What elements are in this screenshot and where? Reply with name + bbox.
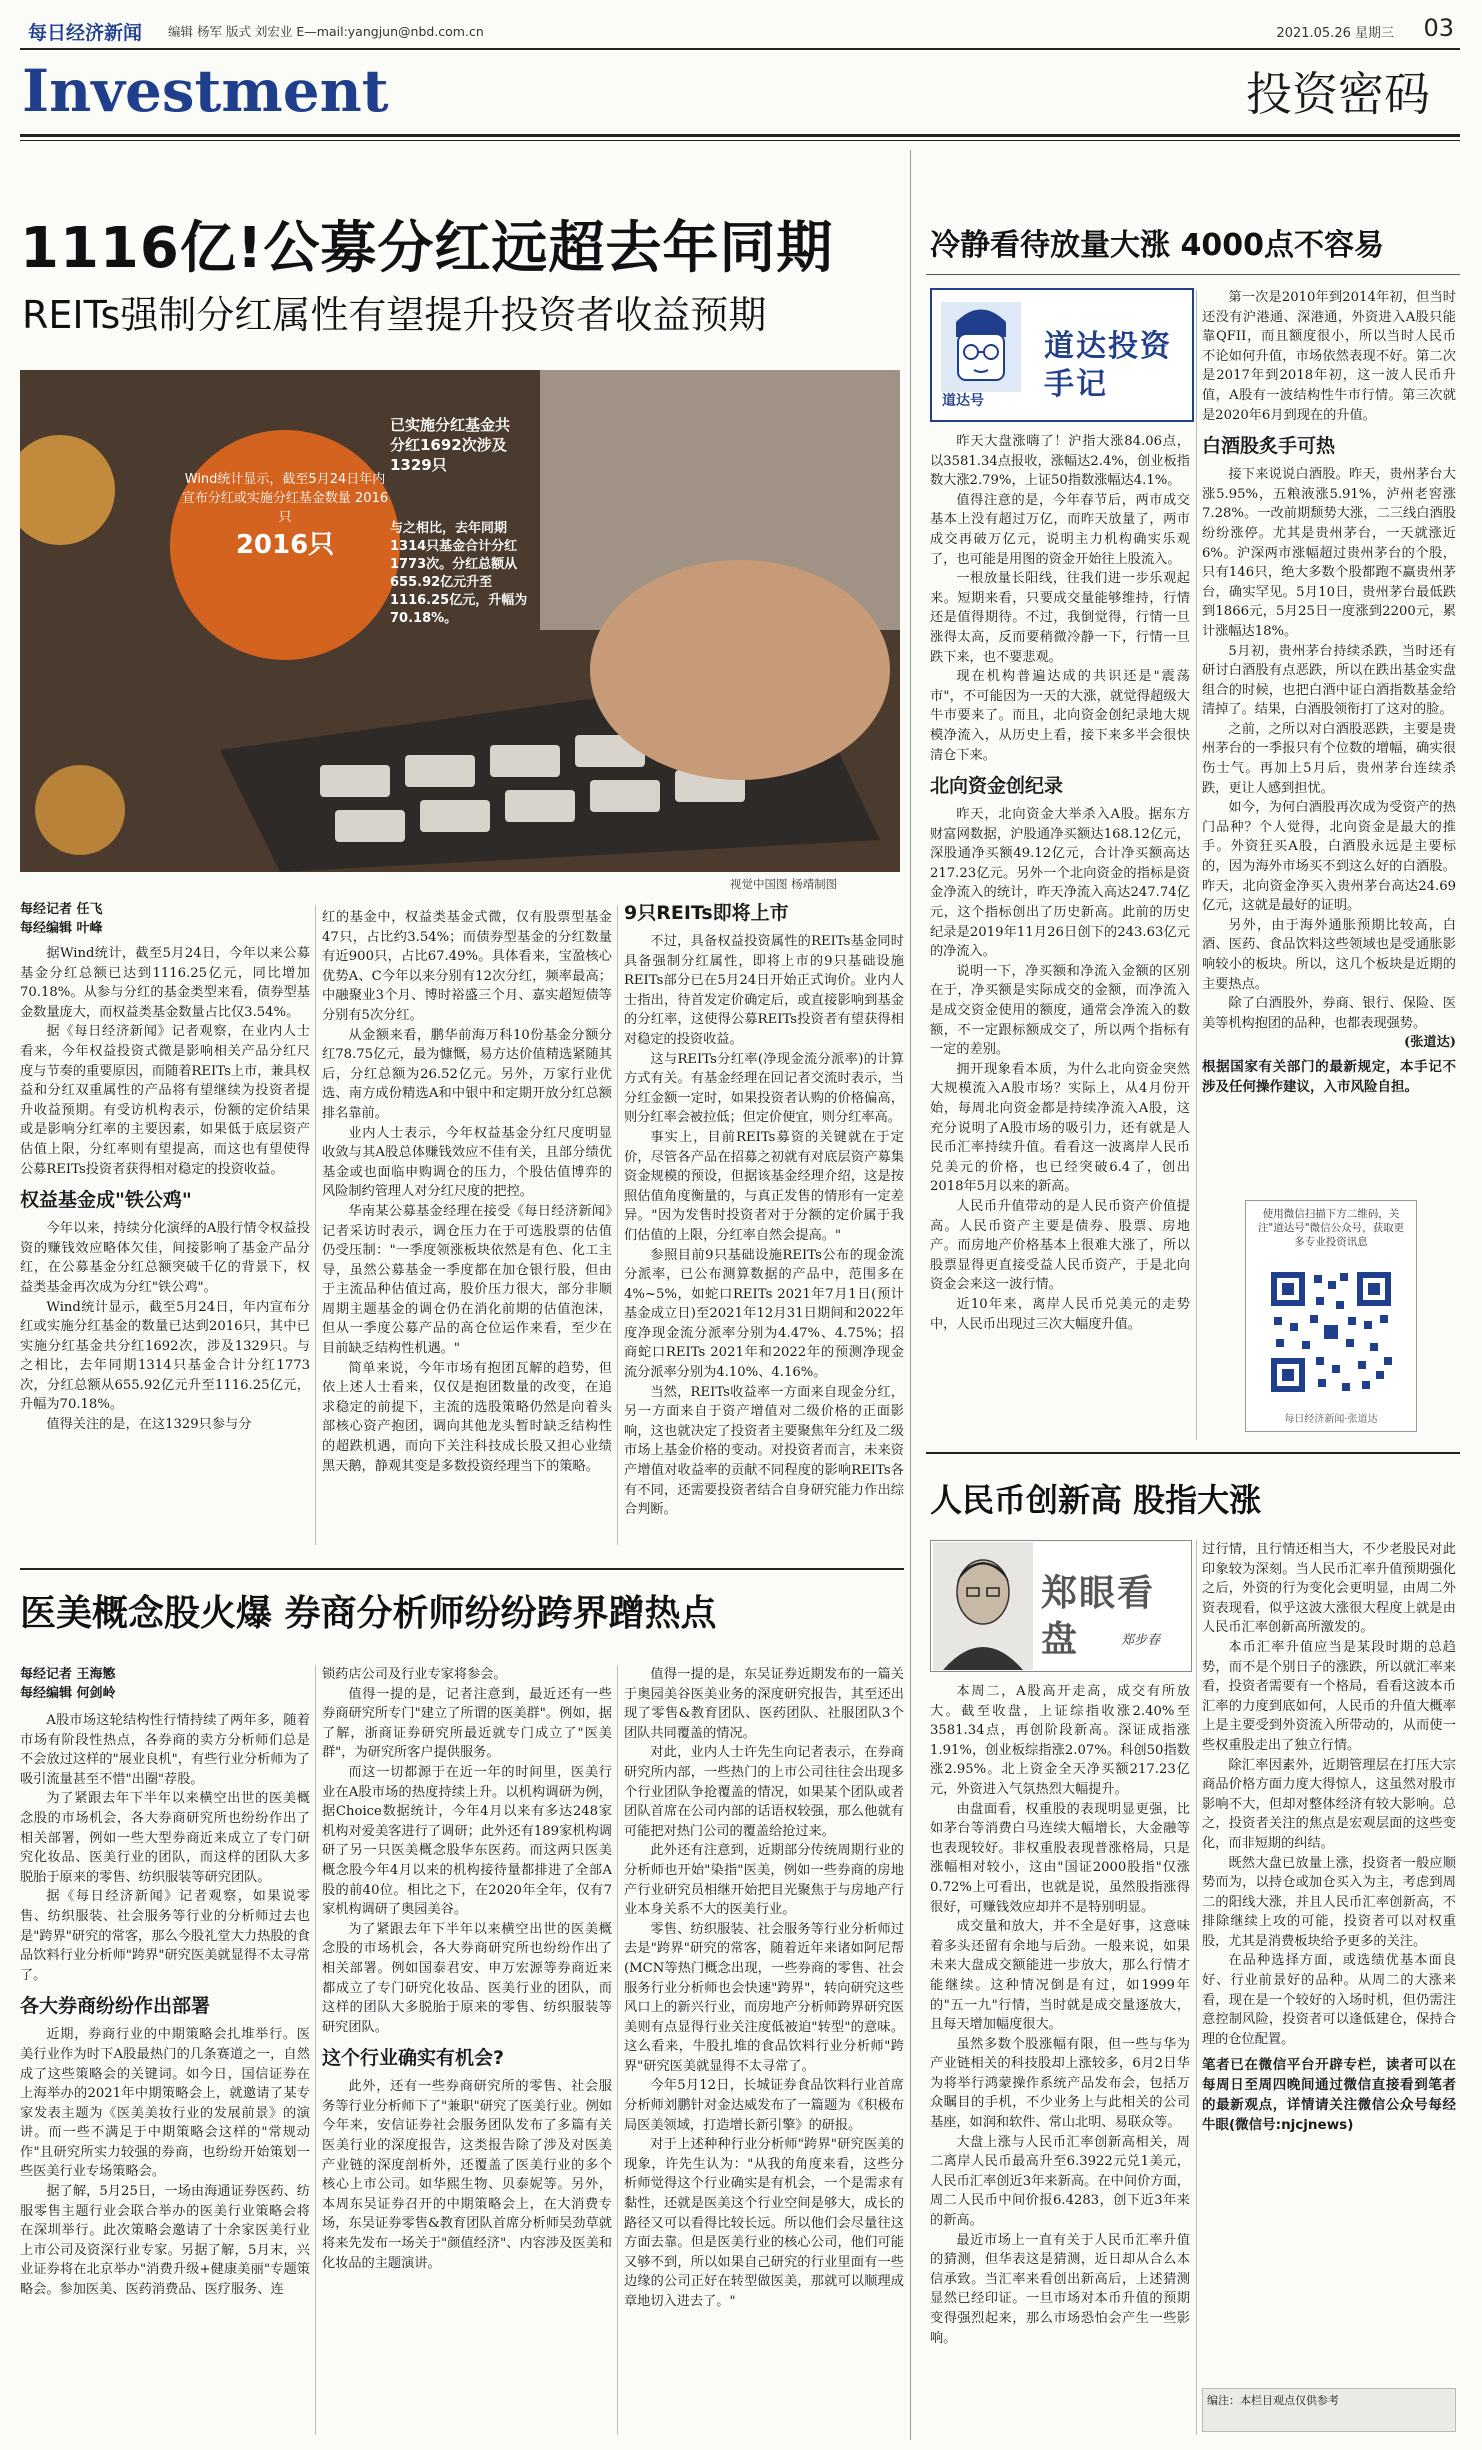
paragraph: 据Wind统计，截至5月24日，今年以来公募基金分红总额已达到1116.25亿元，同比增加70.18%。从参与分红的基金类型来看，债券型基金数量庞大，而权益类基金数量占比仅3.54%。 <box>20 946 310 1020</box>
bl-col-3 <box>624 1665 904 2440</box>
paragraph: 此外还有注意到，近期部分传统周期行业的分析师也开始"染指"医美，例如一些券商的房地产行业研究员相继开始把目光聚焦于与房地产行业本身关系不大的医美行业。 <box>624 1843 904 1918</box>
paragraph: 现在机构普遍达成的共识还是"震荡市"，不可能因为一天的大涨，就觉得超级大牛市要来了。而且，北向资金创纪录地大规模净流入，从历史上看，接下来多半会很快清仓下来。 <box>930 669 1190 763</box>
bl-editor: 每经编辑 何剑岭 <box>20 1686 116 1701</box>
paragraph: 红的基金中，权益类基金式微，仅有股票型基金47只，占比约3.54%；而债券型基金的分红数量有近900只，占比67.49%。具体看来，宝盈核心优势A、C今年以来分别有12次分红，频率最高；中融聚业3个月、博时裕盛三个月、嘉实超短债等分别有5次分红。 <box>322 910 612 1023</box>
paragraph: 据《每日经济新闻》记者观察，如果说零售、纺织服装、社会服务等行业的分析师过去也是"跨界"研究的常客，那么今股礼堂大力热股的食品饮料行业分析师"跨界"研究医美就显得不太寻常了。 <box>20 1889 310 1983</box>
bl-col-rule-1 <box>315 1665 316 2435</box>
qr-box <box>1245 1200 1417 1432</box>
paragraph: 而这一切都源于在近一年的时间里，医美行业在A股市场的热度持续上升。以机构调研为例，据Choice数据统计，今年4月以来有多达248家机构对爱美客进行了调研；此外还有189家机构调研了另一只医美概念股华东医药。而这两只医美概念股今年4月以来的机构接待量都排进了全部A股的前40位。相比之下，在2020年全年，仅有7家机构调研了奥园美谷。 <box>322 1764 612 1918</box>
paragraph: 成交量和放大，并不全是好事，这意味着多头还留有余地与后劲。一般来说，如果未来大盘成交额能进一步放大，那么行情才能继续。这种情况倒是有过，如1999年的"五一九"行情，当时就是成交量逐放大，且每天增加幅度很大。 <box>930 1919 1190 2033</box>
paragraph: 零售、纺织服装、社会服务等行业分析师过去是"跨界"研究的常客，随着近年来诸如阿尼帮(MCN等热门概念出现，一些券商的零售、社会服务行业分析师也会快速"跨界"，转向研究这些风口上的新兴行业，而房地产分析师跨界研究医美则有点显得行业关注度低被迫"转型"的意味。这么看来，牛股扎堆的食品饮料行业分析师"跨界"研究医美就显得不太寻常了。 <box>624 1921 904 2074</box>
qr-caption: 使用微信扫描下方二维码，关注"道达号"微信公众号，获取更多专业投资讯息 <box>1257 1208 1405 1248</box>
paragraph: 由盘面看，权重股的表现明显更强，比如茅台等消费白马连续大幅增长，大金融等也表现较好。非权重股表现普涨格局，只是涨幅相对较小，这由"国证2000股指"仅涨0.72%上可看出，也就是说，虽然股指涨得很好，可赚钱效应却并不是特别明显。 <box>930 1801 1190 1915</box>
paragraph: 值得关注的是，在这1329只参与分 <box>46 1417 252 1433</box>
tr-col-1 <box>930 432 1190 1442</box>
main-col-2 <box>322 908 612 1548</box>
paragraph: 一根放量长阳线，往我们进一步乐观起来。短期来看，只要成交量能够维持，行情还是值得期待。不过，我倒觉得，行情一旦涨得太高，反而要稍微冷静一下，行情一旦跌下来，也不要悲观。 <box>930 571 1190 665</box>
column-name: 道达投资手记 <box>1044 329 1172 402</box>
paragraph: 事实上，目前REITs募资的关键就在于定价，尽管各产品在招募之初就有对底层资产募集资金规模的预设，但据该基金经理介绍，这是按照估值角度衡量的，与真正发售的情形有一定差异。"因为发售时投资者对于分额的定价属于我们估值的上限，分红率自然会提高。" <box>624 1129 904 1243</box>
bl-col-rule-2 <box>617 1665 618 2435</box>
paragraph: 在品种选择方面，或选绩优基本面良好、行业前景好的品种。从周二的大涨来看，现在是一个较好的入场时机，但仍需注意控制风险，投资者可以逢低建仓，保持合理的仓位配置。 <box>1202 1953 1456 2047</box>
br-col-2 <box>1202 1540 1456 2350</box>
paragraph: 今年5月12日，长城证券食品饮料行业首席分析师刘鹏针对金达威发布了一篇题为《积极布局医美领域，打造增长新引擎》的研报。 <box>624 2078 904 2133</box>
main-col-1 <box>20 900 310 1550</box>
bl-reporter: 每经记者 王海慜 <box>20 1667 116 1682</box>
section-title-en: Investment <box>22 57 389 125</box>
page-number: 03 <box>1423 14 1454 42</box>
paragraph: 值得注意的是，今年春节后，两市成交基本上没有超过万亿，而昨天放量了，两市成交再破万亿元，说明主力机构确实乐观了，也可能是用图的资金开始往上股流入。 <box>930 492 1190 567</box>
callout-3: 与之相比，去年同期1314只基金合计分红1773次。分红总额从655.92亿元升至1116.25亿元，升幅为70.18%。 <box>390 521 528 626</box>
paragraph: 人民币升值带动的是人民币资产价值提高。人民币资产主要是债券、股票、房地产。而房地产价格基本上很难大涨了，所以股票显得更直接受益人民币资产，于是北向资金会来这一波行情。 <box>930 1198 1190 1293</box>
paragraph: 对于上述种种行业分析师"跨界"研究医美的现象，许先生认为："从我的角度来看，这些分析师觉得这个行业确实是有机会，一个是需求有黏性，还就是医美这个行业空间是够大，成长的路径又可以看得比较长远。所以他们会尽量往这方面去靠。但是医美行业的核心公司，他们可能又够不到，所以如果自己研究的行业里面有一些边缘的公司正好在转型做医美，那就可以顺理成章地切入进去了。" <box>624 2137 904 2309</box>
paragraph: 除了白酒股外，券商、银行、保险、医美等机构抱团的品种，也都表现强势。 <box>1202 996 1456 1031</box>
main-subheadline: REITs强制分红属性有望提升投资者收益预期 <box>22 293 767 337</box>
masthead-rule-bottom-thin <box>20 140 1460 141</box>
mid-rule-right <box>926 1452 1460 1454</box>
paragraph: 本币汇率升值应当是某段时期的总趋势，而不是个别日子的涨跌，所以就汇率来看，投资者需要有一个格局，看看这波本币汇率的力度到底如何，人民币的升值大概率上是主要受到外资流入所带动的，从而使一些权重股走出了独立行情。 <box>1202 1639 1456 1753</box>
br-footer-note-text: 编注：本栏目观点仅供参考 <box>1207 2394 1339 2407</box>
masthead-rule-bottom <box>20 134 1460 137</box>
bottom-right-headline: 人民币创新高 股指大涨 <box>930 1481 1262 1519</box>
column-badge-daoda <box>930 288 1194 422</box>
paragraph: 第一次是2010年到2014年初，但当时还没有沪港通、深港通，外资进入A股只能靠QFII，而且额度很小，所以当时人民币不论如何升值，市场依然表现不好。第二次是2017年到2018年初，这一波人民币升值，A股有一波结构性牛市行情。第三次就是2020年6月到现在的升值。 <box>1202 290 1456 423</box>
author-signature: 郑步春 <box>1121 1633 1161 1648</box>
paragraph: 为了紧跟去年下半年以来横空出世的医美概念股的市场机会，各大券商研究所也纷纷作出了相关部署。例如国泰君安、申万宏源等券商近来都成立了专门研究化妆品、医美行业的团队，而这样的团队大多脱胎于原来的零售、纺织服装等研究团队。 <box>322 1921 612 2035</box>
paper-name: 每日经济新闻 <box>28 22 143 44</box>
author-portrait-icon <box>933 1542 1033 1670</box>
paragraph: 昨天大盘涨嗨了！沪指大涨84.06点，以3581.34点报收，涨幅达2.4%，创业板指数大涨2.79%，上证50指数涨幅达4.1%。 <box>930 434 1190 489</box>
tr-col-2 <box>1202 288 1456 1188</box>
paragraph: 华南某公募基金经理在接受《每日经济新闻》记者采访时表示，调仓压力在于可选股票的估值仍受压制："一季度领涨板块依然是有色、化工主导，虽然公募基金一季度都在加仓银行股，但由于主流品种估值过高，股价压力很大，部分非顺周期主题基金的调仓仍在消化前期的估值泡沫，但从一季度公募产品的高仓位运作来看，至少在目前缺乏结构性机遇。" <box>322 1203 612 1357</box>
callout-1-number: 2016只 <box>235 530 335 560</box>
br-footer-note <box>1202 2388 1456 2432</box>
paragraph: 本周二，A股高开走高，成交有所放大。截至收盘，上证综指收涨2.40%至3581.34点，再创阶段新高。深证成指涨1.91%，创业板综指涨2.07%。科创50指数涨2.95%。北上资金全天净买额217.23亿元，外资进入气氛热烈大幅提升。 <box>930 1684 1190 1797</box>
paragraph: 过行情，且行情还相当大，不少老股民对此印象较为深刻。当人民币汇率升值预期强化之后，外资的行为变化会更明显，由周二外资表现看，似乎这波大涨很大程度上就是由人民币汇率创新高所激发的。 <box>1202 1542 1456 1636</box>
column-badge-zhengyan <box>930 1540 1192 1672</box>
paragraph: 除汇率因素外，近期管理层在打压大宗商品价格方面力度大得惊人，这虽然对股市影响不大，但却对整体经济有较大影响。总之，投资者关注的焦点是宏观层面的这些变化，而非短期的纠结。 <box>1202 1757 1456 1851</box>
paragraph: 据了解，5月25日，一场由海通证券医药、纺服零售主题行业会联合举办的医美行业策略会将在深圳举行。此次策略会邀请了十余家医美行业上市公司及资深行业专家。另据了解，5月末，兴业证券将在北京举办"消费升级+健康美丽"专题策略会。参加医美、医药消费品、医疗服务、连 <box>20 2184 310 2298</box>
editor-info: 编辑 杨军 版式 刘宏业 E—mail:yangjun@nbd.com.cn <box>168 24 484 39</box>
column-divider <box>910 150 911 2440</box>
paragraph: 不过，具备权益投资属性的REITs基金同时具备强制分红属性，即将上市的9只基础设施REITs部分已在5月24日开始正式询价。业内人士指出，待首发定价确定后，或直接影响到基金的分红率，这使得公募REITs投资者有望获得相对稳定的投资收益。 <box>624 934 904 1047</box>
paragraph: 业内人士表示，今年权益基金分红尺度明显收敛与其A股总体赚钱效应不佳有关，且部分绩优基金或也面临申购调仓的压力，个股估值博弈的风险制约管理人对分红尺度的把控。 <box>322 1125 612 1200</box>
paragraph: 近10年来，离岸人民币兑美元的走势中，人民币出现过三次大幅度升值。 <box>930 1296 1190 1332</box>
br-col-rule <box>1196 1540 1197 2435</box>
paragraph: 今年以来，持续分化演绎的A股行情令权益投资的赚钱效应略体欠佳，间接影响了基金产品分红，在公募基金分红总额突破千亿的背景下，权益类基金再次成为分红"铁公鸡"。 <box>20 1221 310 1295</box>
paragraph: 简单来说，今年市场有抱团瓦解的趋势，但依上述人士看来，仅仅是抱团数量的改变，在追求稳定的前提下，主流的选股策略仍然是向着头部核心资产抱团，调向其他龙头暂时缺乏结构性的超跌机遇，而向下关注科技成长股又担心业绩黑天鹅，静观其变是多数投资经理当下的策略。 <box>322 1360 612 1474</box>
main-editor: 每经编辑 叶峰 <box>20 921 103 936</box>
tr-disclaimer: 根据国家有关部门的最新规定，本手记不涉及任何操作建议，入市风险自担。 <box>1202 1058 1456 1095</box>
tr-subhead-2: 白酒股炙手可热 <box>1202 435 1336 458</box>
paragraph: 为了紧跟去年下半年以来横空出世的医美概念股的市场机会，各大券商研究所也纷纷作出了相关部署，例如一些大型券商近来成立了专门研究化妆品、医美行业的团队，而这样的团队大多脱胎于原来的零售、纺织服装等研究团队。 <box>20 1791 310 1885</box>
paragraph: 值得一提的是，东吴证券近期发布的一篇关于奥园美谷医美业务的深度研究报告，其至还出现了零售&教育团队、医药团队、社服团队3个团队共同覆盖的情况。 <box>624 1667 904 1741</box>
callout-1-text: Wind统计显示，截至5月24日年内宣布分红或实施分红基金数量 2016只 <box>181 472 389 525</box>
paragraph: 昨天，北向资金大举杀入A股。据东方财富网数据，沪股通净买额达168.12亿元，深股通净买额49.12亿元，合计净买额高达217.23亿元。另外一个北向资金的指标是资金净流入的统计，昨天净流入高达247.74亿元，这个指标创出了历史新高。此前的历史纪录是2019年11月26日创下的243.63亿元的净流入。 <box>930 807 1190 960</box>
tr-rule <box>926 274 1460 275</box>
paragraph: 之前，之所以对白酒股恶跌，主要是贵州茅台的一季报只有个位数的增幅，确实很伤士气。再加上5月后，贵州茅台连续杀跌，更让人感到担忧。 <box>1202 721 1456 796</box>
paragraph: A股市场这轮结构性行情持续了两年多，随着市场有阶段性热点，各券商的卖方分析师们总是不会放过这样的"展业良机"，有些行业分析师为了吸引流量甚至不惜"出圈"荐股。 <box>20 1713 310 1787</box>
paragraph: 当然，REITs收益率一方面来自现金分红，另一方面来自于资产增值对二级价格的正面影响，这也就决定了投资者主要聚焦年分红及二级市场上基金价格的变动。对投资者而言，未来资产增值对收益率的贡献不同程度的影响REITs各有不同，还需要投资者结合自身研究能力作出综合判断。 <box>624 1384 904 1518</box>
bl-col-1 <box>20 1665 310 2440</box>
paragraph: Wind统计显示，截至5月24日，年内宣布分红或实施分红基金的数量已达到2016只，其中已实施分红基金共分红1692次，涉及1329只。与之相比，去年同期1314只基金合计分红1773次，分红总额从655.92亿元升至1116.25亿元，升幅为70.18%。 <box>20 1299 310 1413</box>
paragraph: 如今，为何白酒股再次成为受资产的热门品种？个人觉得，北向资金是最大的推手。外资狂买A股，白酒股永远是主要标的，因为海外市场买不到这么好的白酒股。昨天，北向资金净买入贵州茅台高达24.69亿元，这就是最好的证明。 <box>1202 800 1456 914</box>
paragraph: 另外，由于海外通胀预期比较高，白酒、医药、食品饮料这些领域也是受通胀影响较小的板块。所以，这几个板块是近期的主要热点。 <box>1202 917 1456 992</box>
main-col-rule-2 <box>617 905 618 1545</box>
qr-code-icon[interactable] <box>1266 1267 1396 1397</box>
paragraph: 此外，还有一些券商研究所的零售、社会服务等行业分析师下了"兼职"研究了医美行业。例如今年来，安信证券社会服务团队发布了多篇有关医美行业的深度报告，这类报告除了涉及对医美产业链的深度剖析外，还覆盖了医美行业的多个核心上市公司。如华熙生物、贝泰妮等。另外，本周东吴证券召开的中期策略会上，在大消费专场，东吴证券零售&教育团队首席分析师吴劲草就将来先发布一场关于"颜值经济"、内容涉及医美和化妆品的主题演讲。 <box>322 2079 612 2271</box>
callout-1 <box>180 470 390 563</box>
br-col-1 <box>930 1682 1190 2437</box>
paragraph: 既然大盘已放量上涨，投资者一般应顺势而为，以持仓或加仓买入为主，考虑到周二的阳线大涨，并且人民币汇率创新高，不排除继续上攻的可能，投资者可以对权重股，尤其是消费板块给予更多的关注。 <box>1202 1855 1456 1949</box>
bl-subhead-2: 这个行业确实有机会? <box>322 2047 505 2070</box>
qr-footer: 每日经济新闻·张道达 <box>1284 1414 1378 1425</box>
paragraph: 从金额来看，鹏华前海万科10份基金分额分红78.75亿元，最为慷慨，易方达价值精选紧随其后，分红总额为26.52亿元。另外，万家行业优选、南方成份精选A和中银中和定期开放分红总额排名靠前。 <box>322 1027 612 1121</box>
photo-credit: 视觉中国图 杨靖制图 <box>730 877 838 891</box>
paragraph: 对此，业内人士许先生向记者表示，在券商研究所内部，一些热门的上市公司往往会出现多个行业团队争抢覆盖的情况，如果某个团队或者团队首席在公司内部的话语权较强，那么他就有可能把对热门公司的覆盖给抢过来。 <box>624 1745 904 1839</box>
paragraph: 近期，券商行业的中期策略会扎堆举行。医美行业作为时下A股最热门的几条赛道之一，自然成了这些策略会的关键词。如今日，国信证券在上海举办的2021年中期策略会上，就邀请了某专家发表主题为《医美美妆行业的发展前景》的演讲。而一些不满足于中期策略会这样的"常规动作"且研究所实力较强的券商，也纷纷开始策划一些医美行业专场策略会。 <box>20 2027 310 2180</box>
bl-col-2 <box>322 1665 612 2440</box>
main-col-3 <box>624 898 904 1548</box>
paragraph: 大盘上涨与人民币汇率创新高相关，周二离岸人民币最高升至6.3922元兑1美元，人民币汇率创近3年来新高。在中间价方面，周二人民币中间价报6.4283，创下近3年来的新高。 <box>930 2134 1190 2229</box>
paragraph: 值得一提的是，记者注意到，最近还有一些券商研究所专门"建立了所谓的医美群"。例如，据了解，浙商证券研究所最近就专门成立了"医美群"，为研究所客户提供服务。 <box>322 1686 612 1761</box>
zhengyan-column-name: 郑眼看盘 <box>1041 1573 1156 1660</box>
paragraph: 最近市场上一直有关于人民币汇率升值的猜测，但华表这是猜测，近日却从合么本信承致。当汇率来看创出新高后，上述猜测显然已经印证。一旦市场对本币升值的预期变得强烈起来，那么市场恐怕会产生一些影响。 <box>930 2232 1190 2346</box>
masthead-rule-top <box>20 48 1460 50</box>
date-info: 2021.05.26 星期三 <box>1276 26 1394 41</box>
top-right-headline: 冷静看待放量大涨 4000点不容易 <box>930 228 1384 263</box>
main-reporter: 每经记者 任飞 <box>20 902 103 917</box>
main-headline: 1116亿!公募分红远超去年同期 <box>20 216 834 281</box>
top-bar <box>28 14 1454 44</box>
tr-col-rule <box>1196 290 1197 1440</box>
tr-signature: (张道达) <box>1403 1035 1456 1051</box>
column-logo-text: 道达号 <box>942 393 984 409</box>
section-title-cn: 投资密码 <box>1246 67 1430 121</box>
paragraph: 拥开现象看本质，为什么北向资金突然大规模流入A股市场？实际上，从4月份开始，每周北向资金都是持续净流入A股，这充分说明了A股市场的吸引力，还有就是人民币汇率持续升值。看看这一波离岸人民币兑美元的价格，也已经突破6.4了，创出2018年5月以来的新高。 <box>930 1061 1190 1195</box>
tr-subhead-1: 北向资金创纪录 <box>930 775 1064 798</box>
bottom-left-headline: 医美概念股火爆 券商分析师纷纷跨界蹭热点 <box>20 1593 717 1634</box>
main-photo <box>20 370 900 872</box>
paragraph: 说明一下，净买额和净流入金额的区别在于，净买额是实际成交的金额，而净流入是成交资金使用的额度，通常会净流入的数额，不一定跟标额成交了，所以两个指标有一定的差别。 <box>930 963 1190 1058</box>
paragraph: 这与REITs分红率(净现金流分派率)的计算方式有关。有基金经理在回记者交流时表示，当分红金额一定时，如果投资者认购的价格偏高，则分红率会被拉低；但定价便宜，则分红率高。 <box>624 1051 904 1126</box>
bl-subhead-1: 各大券商纷纷作出部署 <box>20 1995 211 2018</box>
paragraph: 锁药店公司及行业专家将参会。 <box>322 1667 507 1682</box>
paragraph: 参照目前9只基础设施REITs公布的现金流分派率，已公布测算数据的产品中，范围多在4%~5%，如蛇口REITs 2021年7月1日(预计基金成立日)至2021年12月31日期间和2022年度净现金流分派率分别为4.47%、4.75%；招商蛇口REITs 2021年和2022年的预测净现金流分派率分别为4.10%、4.16%。 <box>624 1247 904 1381</box>
main-subhead-2: 9只REITs即将上市 <box>624 902 789 924</box>
paragraph: 接下来说说白酒股。昨天，贵州茅台大涨5.95%，五粮液涨5.91%，泸州老窖涨7.28%。一改前期颓势大涨，二三线白酒股纷纷涨停。尤其是贵州茅台，一天就涨近6%。沪深两市涨幅超过贵州茅台的个股，只有146只，绝大多数个股都跑不赢贵州茅台，确实罕见。5月10日，贵州茅台最低跌到1866元，5月25日一度涨到2200元，累计涨幅达18%。 <box>1202 467 1456 639</box>
main-subhead-1: 权益基金成"铁公鸡" <box>20 1189 192 1212</box>
br-note: 笔者已在微信平台开辟专栏，读者可以在每周日至周四晚间通过微信直接看到笔者的最新观点，详情请关注微信公众号每经牛眼(微信号:njcjnews) <box>1202 2057 1456 2134</box>
callout-2: 已实施分红基金共分红1692次涉及1329只 <box>390 416 511 474</box>
paragraph: 5月初，贵州茅台持续杀跌，当时还有研讨白酒股有点恶跌，所以在跌出基金实盘组合的时候，也把白酒中证白酒指数基金给清掉了。结果，白酒股领衔打了这对的脸。 <box>1202 643 1456 718</box>
paragraph: 据《每日经济新闻》记者观察，在业内人士看来，今年权益投资式微是影响相关产品分红尺度与节奏的重要原因，而随着REITs上市，兼具权益和分红双重属性的产品将有望继续为投资者提升收益预期。有受访机构表示，份额的定价结果或是影响分红率的主要因素，如果低于底层资产估值上限，分红率则有望提高，而这也有望使得公募REITs投资者获得相对稳定的投资收益。 <box>20 1024 310 1177</box>
paragraph: 虽然多数个股涨幅有限，但一些与华为产业链相关的科技股却上涨较多，6月2日华为将举行鸿蒙操作系统产品发布会，包括万众瞩目的手机，不少业务上与此相关的公司基座，如润和软件、常山北明、易联众等。 <box>930 2036 1190 2131</box>
mid-rule-left <box>20 1568 904 1570</box>
main-col-rule-1 <box>315 905 316 1545</box>
